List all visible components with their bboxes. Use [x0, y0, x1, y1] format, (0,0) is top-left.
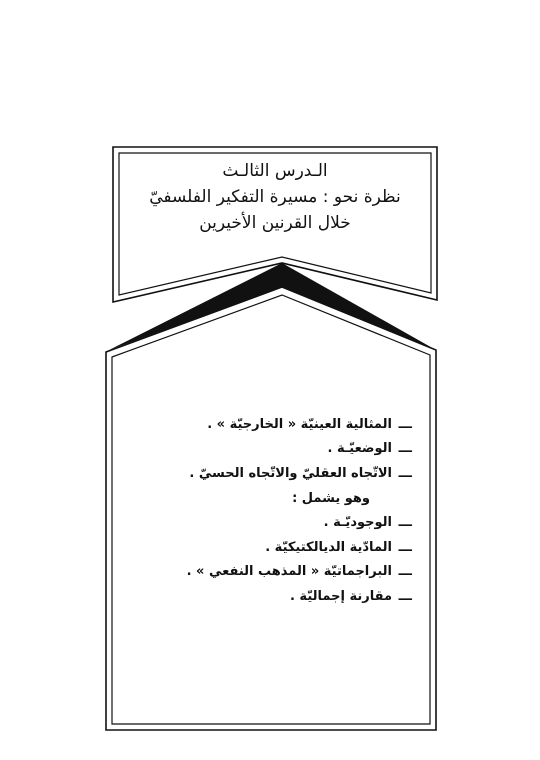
topic-text: الاتّجاه العقليّ والاتّجاه الحسيّ .	[189, 465, 392, 481]
bullet-dash: ـــ	[398, 441, 412, 457]
bullet-dash: ـــ	[398, 515, 412, 531]
bullet-dash: ـــ	[398, 416, 412, 432]
topic-item	[150, 535, 412, 560]
topic-item	[150, 584, 412, 609]
topic-text: البراجماتيّة « المذهب النفعي » .	[186, 564, 392, 580]
topic-item	[150, 510, 412, 535]
lesson-subtitle: خلال القرنين الأخيرين	[199, 213, 351, 233]
topic-text: المثالية العينيّة « الخارجيّة » .	[207, 416, 392, 432]
lesson-header	[120, 158, 430, 236]
lesson-number: الـدرس الثالـث	[222, 161, 328, 181]
topic-item	[150, 560, 412, 585]
topic-text: مقارنة إجماليّة .	[289, 588, 392, 604]
topic-item	[150, 437, 412, 462]
bullet-dash: ـــ	[398, 564, 412, 580]
topic-text: الوضعيّـة .	[327, 441, 392, 457]
topic-item	[150, 486, 412, 511]
bullet-dash: ـــ	[398, 539, 412, 555]
bullet-dash: ـــ	[398, 588, 412, 604]
topic-item	[150, 461, 412, 486]
topic-item	[150, 412, 412, 437]
lesson-title: نظرة نحو : مسيرة التفكير الفلسفيّ	[149, 187, 401, 207]
topics-list	[150, 412, 412, 609]
topic-text: الوجوديّـة .	[323, 515, 392, 531]
topic-text: وهو يشمل :	[292, 490, 370, 506]
bullet-dash: ـــ	[398, 465, 412, 481]
topic-text: المادّية الديالكتيكيّة .	[265, 539, 392, 555]
